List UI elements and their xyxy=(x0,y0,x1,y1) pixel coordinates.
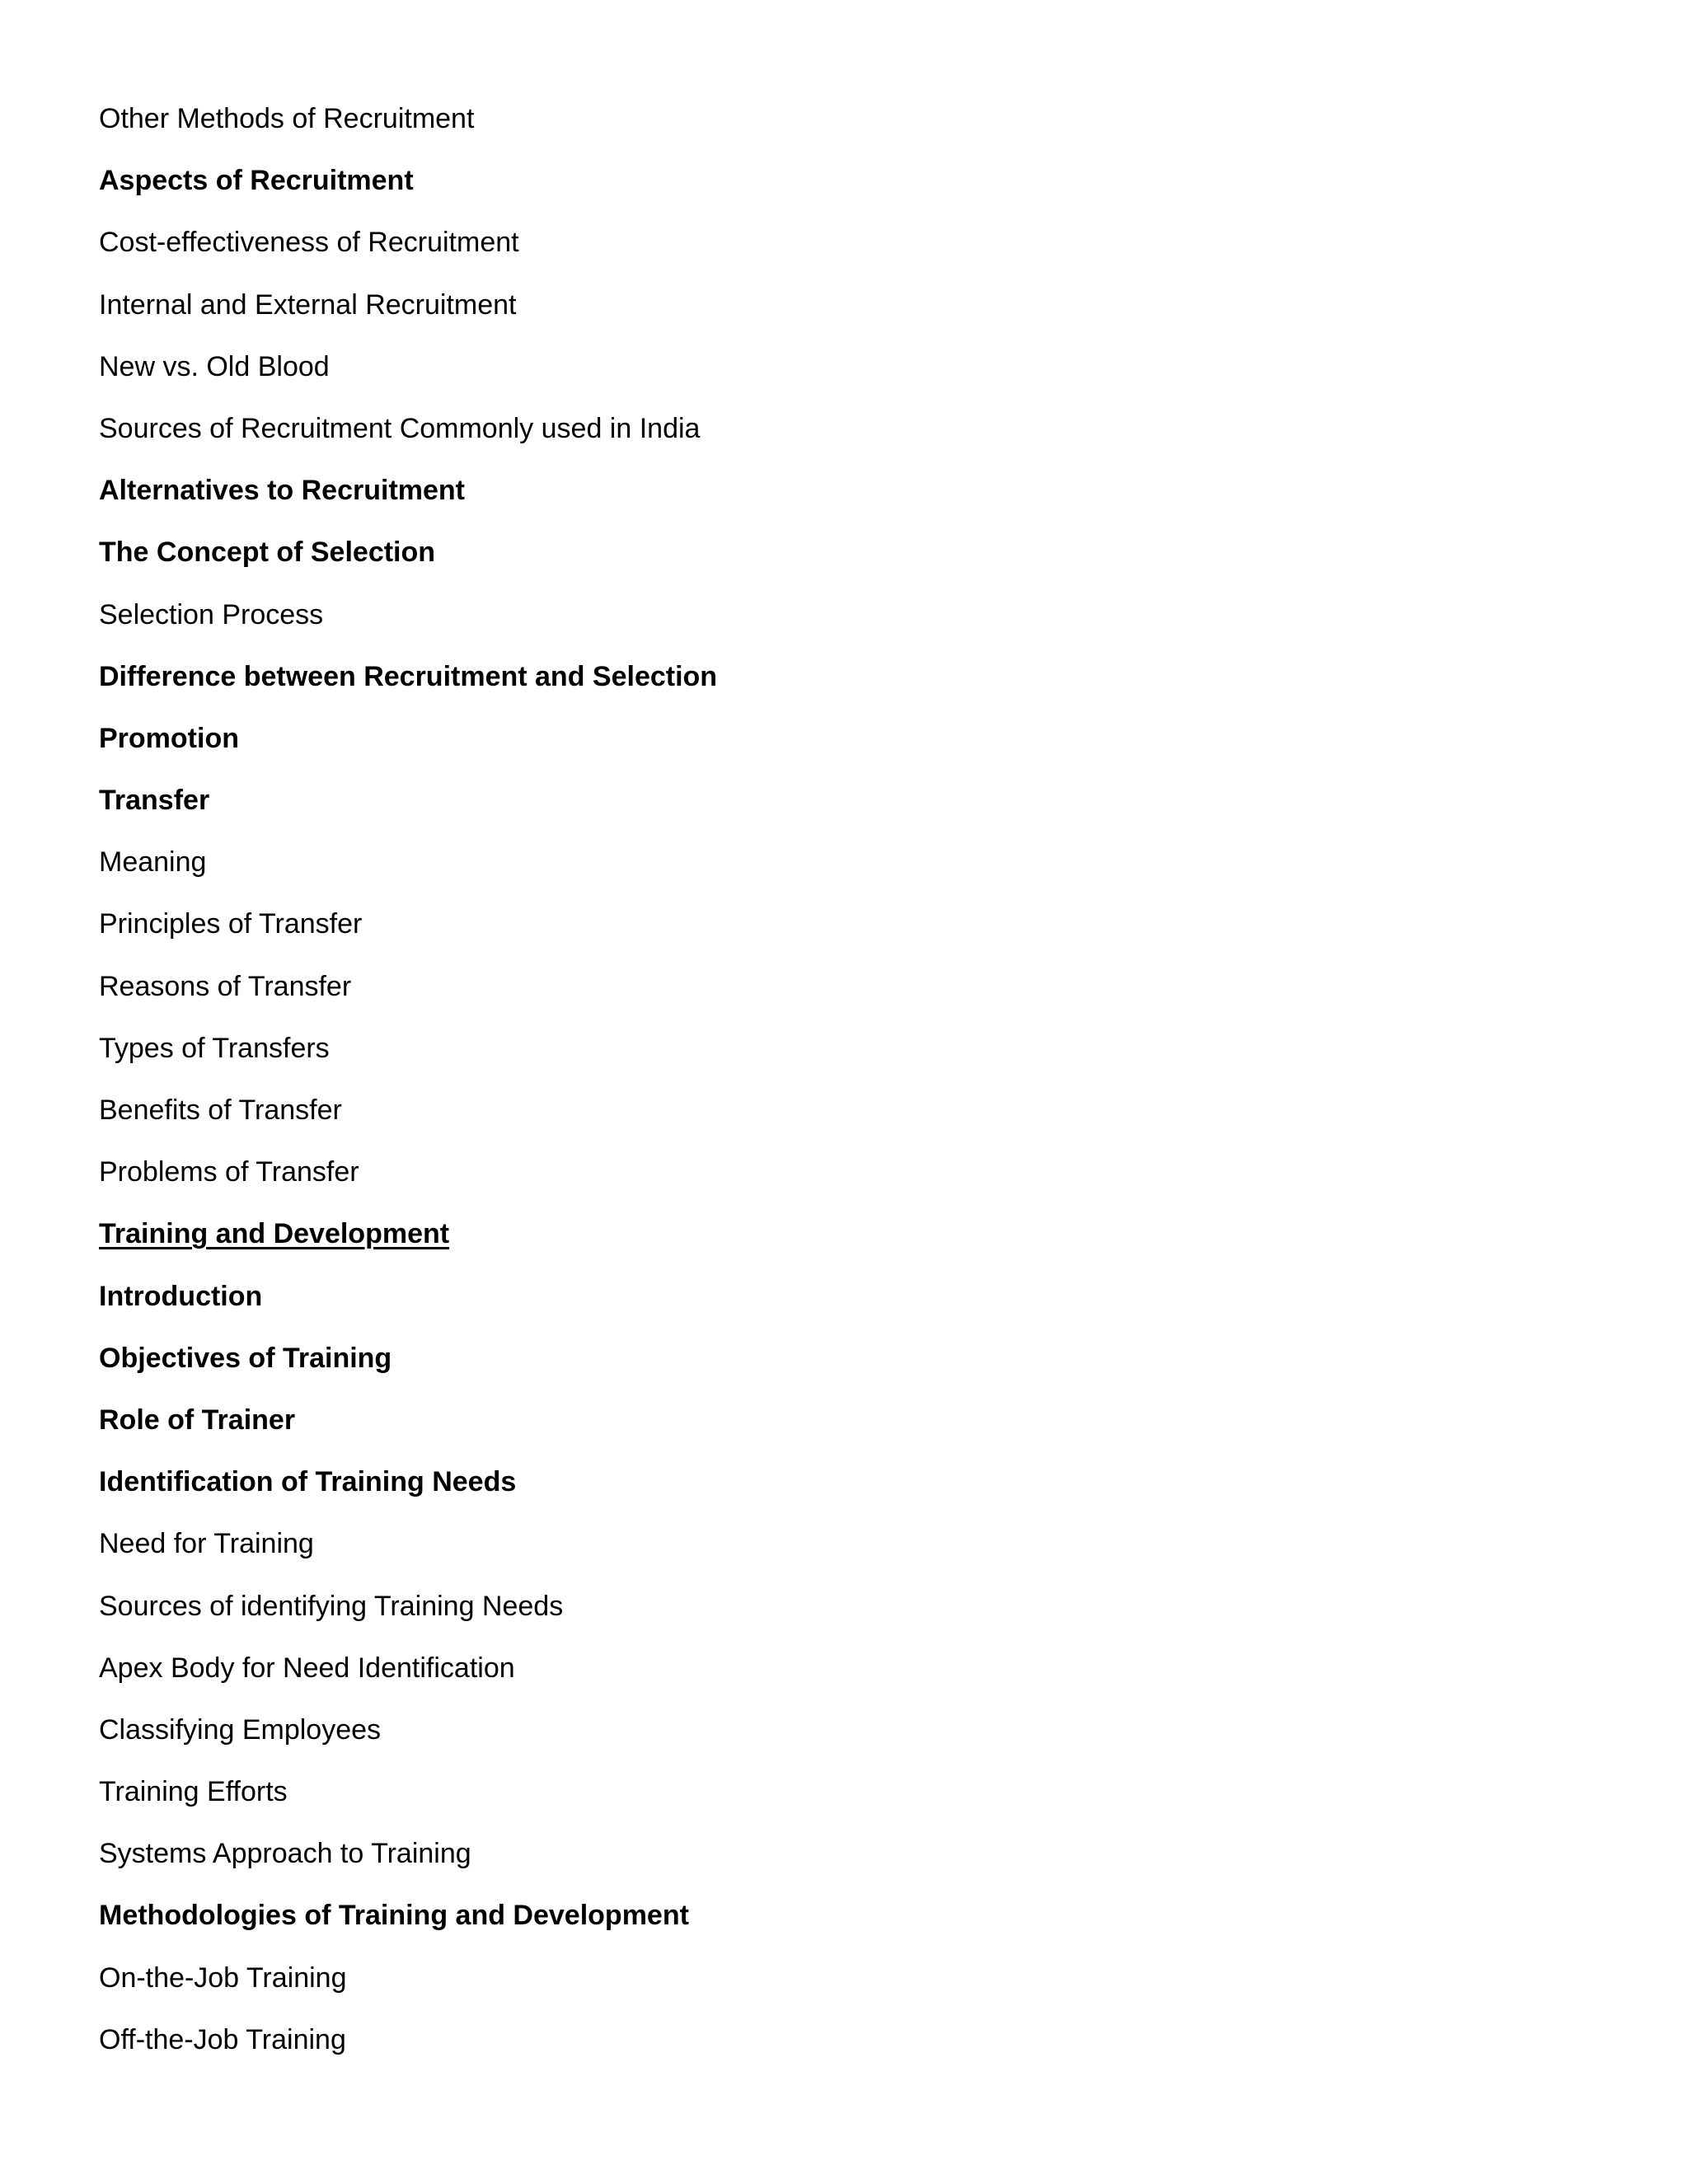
entry: Training Efforts xyxy=(99,1776,288,1808)
entry: Reasons of Transfer xyxy=(99,970,352,1002)
entry: Promotion xyxy=(99,722,239,754)
contents-list xyxy=(99,96,717,2079)
entry: Systems Approach to Training xyxy=(99,1838,471,1870)
entry: Benefits of Transfer xyxy=(99,1094,342,1126)
entry: Types of Transfers xyxy=(99,1032,330,1064)
entry: Role of Trainer xyxy=(99,1404,296,1436)
entry: Meaning xyxy=(99,846,207,879)
entry: Internal and External Recruitment xyxy=(99,288,517,321)
entry: Sources of identifying Training Needs xyxy=(99,1590,564,1622)
entry: Off-the-Job Training xyxy=(99,2023,346,2055)
entry: Apex Body for Need Identification xyxy=(99,1652,515,1684)
entry: Principles of Transfer xyxy=(99,908,363,940)
entry: Selection Process xyxy=(99,598,324,630)
entry: Introduction xyxy=(99,1280,263,1312)
entry: Alternatives to Recruitment xyxy=(99,475,465,507)
entry: New vs. Old Blood xyxy=(99,350,330,382)
entry: Other Methods of Recruitment xyxy=(99,103,475,134)
entry: Difference between Recruitment and Selection xyxy=(99,660,718,692)
entry: Sources of Recruitment Commonly used in India xyxy=(99,412,701,444)
entry: The Concept of Selection xyxy=(99,537,436,569)
entry: Classifying Employees xyxy=(99,1713,382,1746)
entry: Identification of Training Needs xyxy=(99,1466,517,1498)
entry: Need for Training xyxy=(99,1528,314,1560)
entry: Training and Development xyxy=(99,1218,450,1250)
entry: Cost-effectiveness of Recruitment xyxy=(99,227,519,259)
entry: Problems of Transfer xyxy=(99,1156,359,1188)
entry: On-the-Job Training xyxy=(99,1961,347,1994)
entry: Objectives of Training xyxy=(99,1342,392,1374)
entry: Methodologies of Training and Development xyxy=(99,1900,689,1932)
entry: Aspects of Recruitment xyxy=(99,165,414,197)
entry: Transfer xyxy=(99,785,210,817)
